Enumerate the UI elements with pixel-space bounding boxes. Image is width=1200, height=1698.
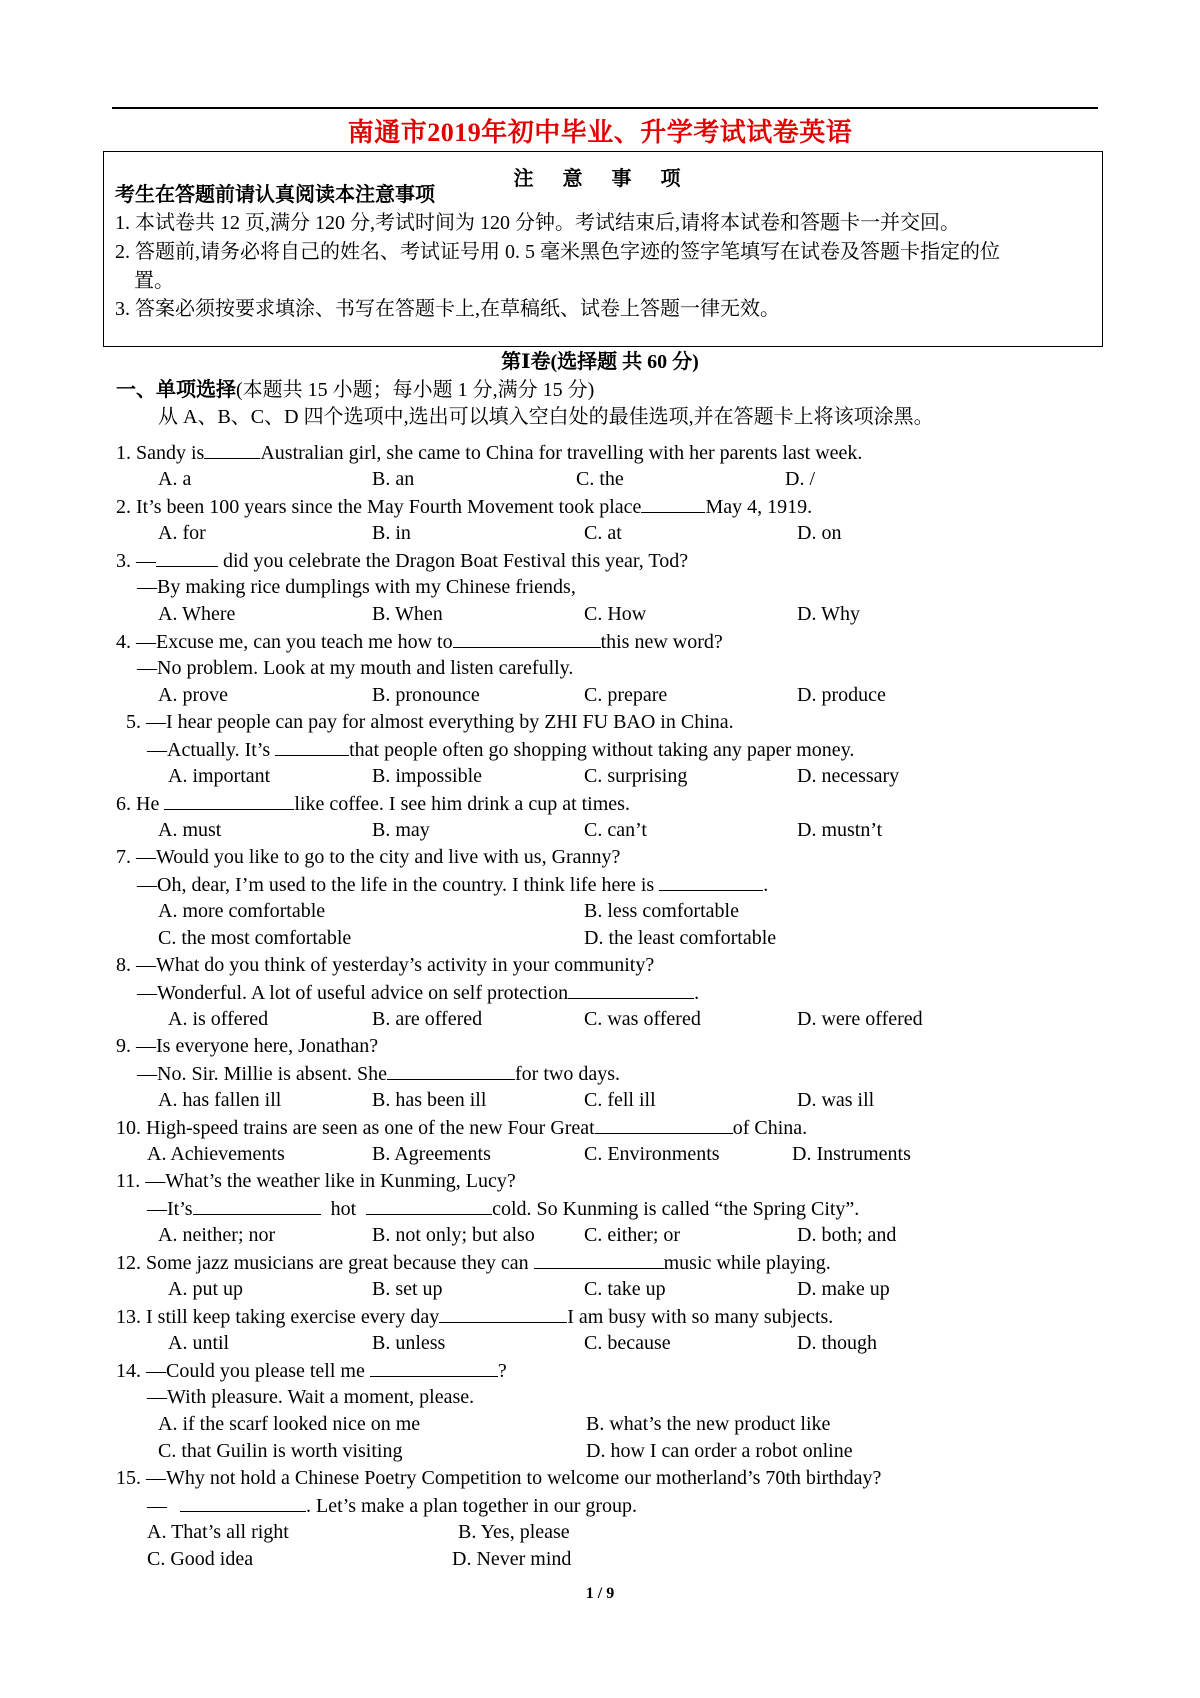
page-number: 1 / 9	[585, 1585, 615, 1602]
q11-blank-1	[193, 1196, 321, 1215]
q10-option-b: B. Agreements	[372, 1143, 491, 1165]
q6-option-b: B. may	[372, 819, 430, 841]
q3-blank	[156, 548, 218, 567]
q3-answer-line: —By making rice dumplings with my Chinese friends,	[137, 576, 576, 598]
q10-option-a: A. Achievements	[147, 1143, 285, 1165]
notice-item-2-cont: 置。	[134, 270, 174, 292]
q14-option-b: B. what’s the new product like	[586, 1413, 831, 1435]
q8-option-c: C. was offered	[584, 1008, 701, 1030]
q14-option-a: A. if the scarf looked nice on me	[158, 1413, 421, 1435]
section-label: 一、单项选择	[116, 379, 236, 401]
q15-stem-pre: —	[147, 1495, 172, 1517]
section-heading	[116, 378, 594, 402]
q13-stem-pre: 13. I still keep taking exercise every day	[116, 1306, 440, 1328]
q15-option-c: C. Good idea	[147, 1548, 254, 1570]
q8-stem-pre: —Wonderful. A lot of useful advice on self protection	[137, 982, 569, 1004]
part1-title: 第Ⅰ卷(选择题 共 60 分)	[501, 351, 699, 373]
q7-option-d: D. the least comfortable	[584, 927, 777, 949]
question-15: 15. —Why not hold a Chinese Poetry Competition to welcome our motherland’s 70th birthday?	[116, 1467, 882, 1489]
q9-stem-pre: —No. Sir. Millie is absent. She	[137, 1063, 387, 1085]
q4-answer-line: —No problem. Look at my mouth and listen carefully.	[137, 657, 574, 679]
question-4	[116, 629, 723, 654]
q5-blank	[275, 737, 349, 756]
q2-blank	[641, 494, 705, 513]
q4-stem-pre: 4. —Excuse me, can you teach me how to	[116, 631, 453, 653]
notice-item-3: 3. 答案必须按要求填涂、书写在答题卡上,在草稿纸、试卷上答题一律无效。	[115, 298, 780, 320]
question-3	[116, 548, 688, 573]
q12-option-b: B. set up	[372, 1278, 443, 1300]
q15-option-a: A. That’s all right	[147, 1521, 289, 1543]
q5-option-d: D. necessary	[797, 765, 900, 787]
q3-stem-post: did you celebrate the Dragon Boat Festival this year, Tod?	[218, 550, 689, 572]
q9-option-d: D. was ill	[797, 1089, 875, 1111]
q2-option-c: C. at	[584, 522, 622, 544]
q9-blank	[387, 1061, 515, 1080]
question-13	[116, 1304, 833, 1329]
q14-option-d: D. how I can order a robot online	[586, 1440, 853, 1462]
q13-option-a: A. until	[168, 1332, 230, 1354]
q4-option-c: C. prepare	[584, 684, 668, 706]
question-9: 9. —Is everyone here, Jonathan?	[116, 1035, 379, 1057]
q4-option-d: D. produce	[797, 684, 886, 706]
q9-option-b: B. has been ill	[372, 1089, 487, 1111]
q10-stem-pre: 10. High-speed trains are seen as one of the new Four Great	[116, 1117, 595, 1139]
section-detail: (本题共 15 小题；每小题 1 分,满分 15 分)	[236, 379, 595, 401]
q2-stem-pre: 2. It’s been 100 years since the May Fourth Movement took place	[116, 496, 642, 518]
q9-answer-line	[137, 1061, 620, 1086]
q1-stem-post: Australian girl, she came to China for travelling with her parents last week.	[260, 442, 863, 464]
q7-option-b: B. less comfortable	[584, 900, 739, 922]
question-10	[116, 1115, 807, 1140]
q2-option-b: B. in	[372, 522, 411, 544]
notice-item-1: 1. 本试卷共 12 页,满分 120 分,考试时间为 120 分钟。考试结束后,请将本试卷和答题卡一并交回。	[115, 212, 960, 234]
q8-blank	[568, 980, 694, 999]
q8-stem-post: .	[694, 982, 700, 1004]
q6-stem-post: like coffee. I see him drink a cup at times.	[294, 793, 630, 815]
notice-heading: 注 意 事 项	[513, 168, 693, 190]
q9-option-a: A. has fallen ill	[158, 1089, 282, 1111]
notice-item-2: 2. 答题前,请务必将自己的姓名、考试证号用 0. 5 毫米黑色字迹的签字笔填写在试卷及答题卡指定的位	[115, 241, 1000, 263]
q5-option-b: B. impossible	[372, 765, 483, 787]
q7-option-c: C. the most comfortable	[158, 927, 352, 949]
q4-option-a: A. prove	[158, 684, 228, 706]
q1-option-c: C. the	[576, 468, 624, 490]
page-title: 南通市2019年初中毕业、升学考试试卷英语	[347, 118, 853, 147]
q1-option-d: D. /	[785, 468, 815, 490]
q5-option-a: A. important	[168, 765, 271, 787]
q15-blank	[180, 1493, 306, 1512]
q4-option-b: B. pronounce	[372, 684, 480, 706]
q7-stem-pre: —Oh, dear, I’m used to the life in the country. I think life here is	[137, 874, 660, 896]
q11-blank-2	[366, 1196, 492, 1215]
q8-option-d: D. were offered	[797, 1008, 923, 1030]
top-rule	[112, 107, 1098, 109]
q14-blank	[370, 1358, 498, 1377]
q13-stem-post: I am busy with so many subjects.	[567, 1306, 834, 1328]
q12-option-a: A. put up	[168, 1278, 243, 1300]
q14-answer-line: —With pleasure. Wait a moment, please.	[147, 1386, 475, 1408]
q3-option-b: B. When	[372, 603, 443, 625]
q8-option-b: B. are offered	[372, 1008, 483, 1030]
q10-option-c: C. Environments	[584, 1143, 720, 1165]
question-11: 11. —What’s the weather like in Kunming, Lucy?	[116, 1170, 516, 1192]
q2-option-d: D. on	[797, 522, 842, 544]
notice-intro: 考生在答题前请认真阅读本注意事项	[115, 184, 435, 206]
q10-stem-post: of China.	[732, 1117, 808, 1139]
q9-option-c: C. fell ill	[584, 1089, 656, 1111]
q14-option-c: C. that Guilin is worth visiting	[158, 1440, 403, 1462]
q6-stem-pre: 6. He	[116, 793, 165, 815]
q13-option-b: B. unless	[372, 1332, 446, 1354]
q11-option-c: C. either; or	[584, 1224, 681, 1246]
q6-option-c: C. can’t	[584, 819, 647, 841]
question-7: 7. —Would you like to go to the city and live with us, Granny?	[116, 846, 621, 868]
q12-option-c: C. take up	[584, 1278, 666, 1300]
question-2	[116, 494, 812, 519]
q7-stem-post: .	[763, 874, 769, 896]
q3-option-d: D. Why	[797, 603, 860, 625]
q1-blank	[204, 440, 260, 459]
q10-option-d: D. Instruments	[792, 1143, 911, 1165]
q11-stem-pre: —It’s	[147, 1198, 193, 1220]
section-instruction: 从 A、B、C、D 四个选项中,选出可以填入空白处的最佳选项,并在答题卡上将该项涂黑。	[158, 406, 934, 428]
q11-option-b: B. not only; but also	[372, 1224, 535, 1246]
q8-option-a: A. is offered	[168, 1008, 269, 1030]
q1-stem-pre: 1. Sandy is	[116, 442, 205, 464]
question-14	[116, 1358, 507, 1383]
q2-stem-post: May 4, 1919.	[705, 496, 813, 518]
q6-blank	[164, 791, 294, 810]
q14-stem-pre: 14. —Could you please tell me	[116, 1360, 370, 1382]
q6-option-d: D. mustn’t	[797, 819, 883, 841]
q11-option-a: A. neither; nor	[158, 1224, 276, 1246]
question-12	[116, 1250, 831, 1275]
q13-blank	[439, 1304, 567, 1323]
q11-stem-post: cold. So Kunming is called “the Spring City”.	[492, 1198, 860, 1220]
q7-option-a: A. more comfortable	[158, 900, 326, 922]
q5-stem-pre: —Actually. It’s	[147, 739, 276, 761]
q7-blank	[659, 872, 763, 891]
q3-option-c: C. How	[584, 603, 647, 625]
q13-option-d: D. though	[797, 1332, 877, 1354]
q8-answer-line	[137, 980, 699, 1005]
q9-stem-post: for two days.	[515, 1063, 620, 1085]
q15-option-b: B. Yes, please	[458, 1521, 570, 1543]
q15-stem-post: . Let’s make a plan together in our group.	[306, 1495, 638, 1517]
q1-option-a: A. a	[158, 468, 192, 490]
q4-blank	[453, 629, 601, 648]
q2-option-a: A. for	[158, 522, 206, 544]
q5-option-c: C. surprising	[584, 765, 688, 787]
q11-option-d: D. both; and	[797, 1224, 897, 1246]
q11-answer-line	[147, 1196, 859, 1221]
q12-stem-pre: 12. Some jazz musicians are great because they can	[116, 1252, 534, 1274]
q3-stem-pre: 3. —	[116, 550, 156, 572]
q6-option-a: A. must	[158, 819, 222, 841]
q13-option-c: C. because	[584, 1332, 671, 1354]
q14-stem-post: ?	[497, 1360, 507, 1382]
q12-option-d: D. make up	[797, 1278, 890, 1300]
notice-box	[103, 151, 1103, 347]
question-1	[116, 440, 862, 465]
q5-answer-line	[147, 737, 854, 762]
question-6	[116, 791, 630, 816]
q4-stem-post: this new word?	[600, 631, 723, 653]
q11-stem-mid: hot	[320, 1198, 367, 1220]
q5-stem-post: that people often go shopping without taking any paper money.	[349, 739, 855, 761]
q3-option-a: A. Where	[158, 603, 236, 625]
q7-answer-line	[137, 872, 768, 897]
q12-blank	[534, 1250, 664, 1269]
q10-blank	[595, 1115, 733, 1134]
q15-option-d: D. Never mind	[452, 1548, 572, 1570]
q1-option-b: B. an	[372, 468, 415, 490]
q12-stem-post: music while playing.	[663, 1252, 831, 1274]
q15-answer-line	[147, 1493, 637, 1518]
question-8: 8. —What do you think of yesterday’s activity in your community?	[116, 954, 655, 976]
question-5: 5. —I hear people can pay for almost everything by ZHI FU BAO in China.	[126, 711, 734, 733]
